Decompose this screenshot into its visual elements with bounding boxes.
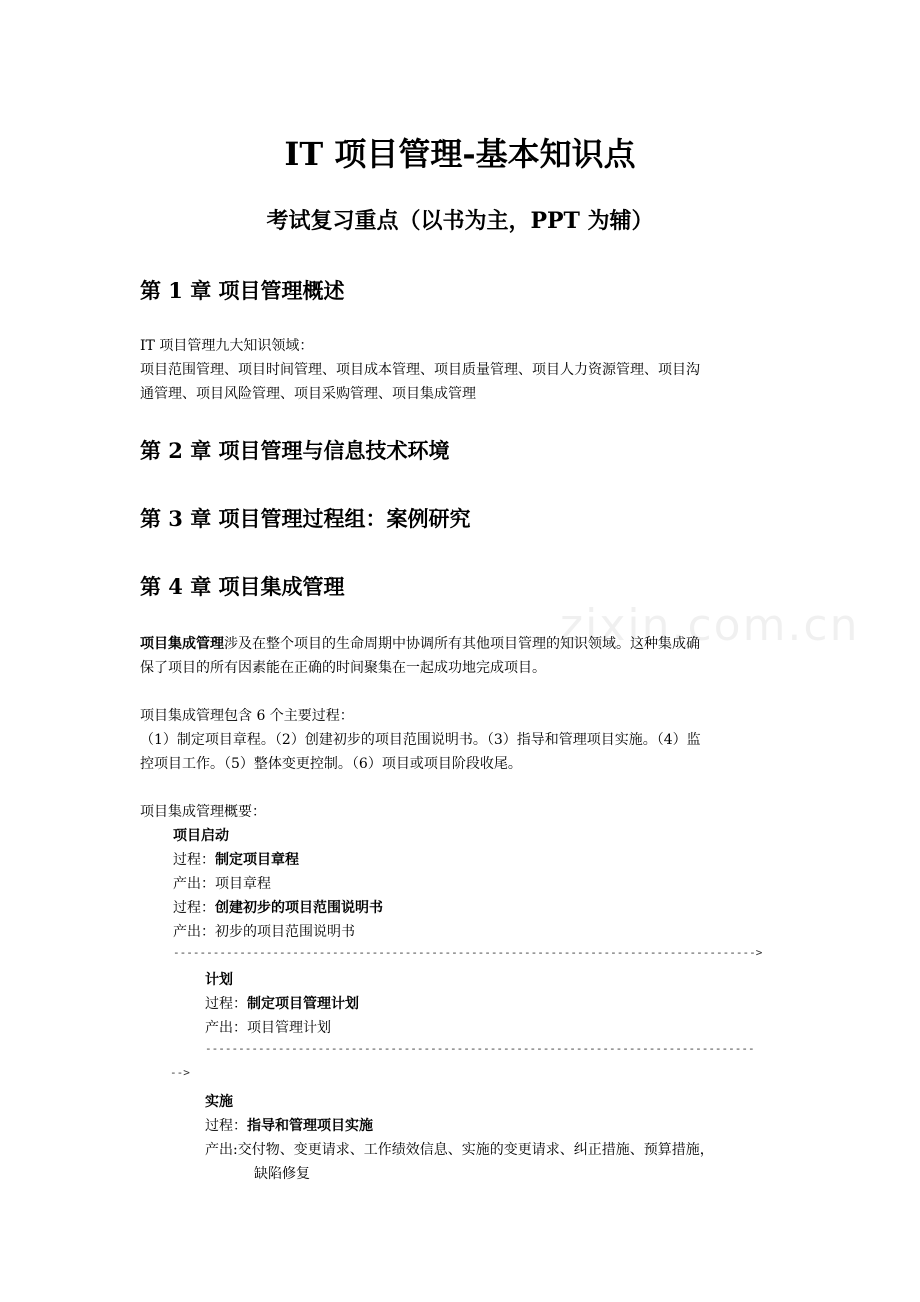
ch1-intro: IT 项目管理九大知识领域： <box>140 338 314 354</box>
initiation-output-2 <box>173 920 355 944</box>
chapter-2-heading: 第 2 章 项目管理与信息技术环境 <box>140 438 450 463</box>
process-label: 过程： <box>173 852 215 868</box>
process-label: 过程： <box>173 900 215 916</box>
chapter-4-heading: 第 4 章 项目集成管理 <box>140 574 345 599</box>
document-title: IT 项目管理-基本知识点 <box>284 135 636 173</box>
phase-initiation-title: 项目启动 <box>173 828 229 844</box>
planning-process <box>205 992 359 1016</box>
ch4-definition-line1 <box>140 632 700 656</box>
phase-arrow-1: ----------------------------------------------------------------------------------------> <box>173 946 763 959</box>
document-subtitle: 考试复习重点（以书为主，PPT 为辅） <box>266 208 654 234</box>
execution-process <box>205 1114 373 1138</box>
ch4-definition-term: 项目集成管理 <box>140 636 224 652</box>
chapter-3-heading: 第 3 章 项目管理过程组：案例研究 <box>140 506 471 531</box>
process-value: 指导和管理项目实施 <box>247 1118 373 1134</box>
process-label: 过程： <box>205 996 247 1012</box>
phase-arrow-2-line: ----------------------------------------------------------------------------------- <box>205 1042 755 1055</box>
phase-planning-title: 计划 <box>205 972 233 988</box>
ch4-process-intro: 项目集成管理包含 6 个主要过程： <box>140 708 354 724</box>
process-value: 创建初步的项目范围说明书 <box>215 900 383 916</box>
ch4-summary-intro: 项目集成管理概要： <box>140 804 266 820</box>
output-label: 产出: <box>205 1142 238 1158</box>
ch4-definition-line2: 保了项目的所有因素能在正确的时间聚集在一起成功地完成项目。 <box>140 660 546 676</box>
initiation-process-2 <box>173 896 383 920</box>
planning-output <box>205 1016 331 1040</box>
output-value: 项目管理计划 <box>247 1020 331 1036</box>
ch4-process-line2: 控项目工作。（5）整体变更控制。（6）项目或项目阶段收尾。 <box>140 756 522 772</box>
ch1-areas-line2: 通管理、项目风险管理、项目采购管理、项目集成管理 <box>140 386 476 402</box>
watermark: zixin.com.cn <box>560 600 860 651</box>
ch1-areas-line1: 项目范围管理、项目时间管理、项目成本管理、项目质量管理、项目人力资源管理、项目沟 <box>140 362 700 378</box>
process-value: 制定项目管理计划 <box>247 996 359 1012</box>
output-label: 产出： <box>173 924 215 940</box>
execution-output-line1 <box>205 1138 714 1162</box>
initiation-output-1 <box>173 872 271 896</box>
chapter-1-heading: 第 1 章 项目管理概述 <box>140 278 345 303</box>
output-label: 产出： <box>205 1020 247 1036</box>
process-label: 过程： <box>205 1118 247 1134</box>
output-value: 交付物、变更请求、工作绩效信息、实施的变更请求、纠正措施、预算措施， <box>237 1142 714 1158</box>
execution-output-line2: 缺陷修复 <box>254 1166 310 1182</box>
initiation-process-1 <box>173 848 299 872</box>
output-value: 项目章程 <box>215 876 271 892</box>
ch4-definition-text: 涉及在整个项目的生命周期中协调所有其他项目管理的知识领域。这种集成确 <box>224 636 700 652</box>
phase-execution-title: 实施 <box>205 1094 233 1110</box>
output-label: 产出： <box>173 876 215 892</box>
process-value: 制定项目章程 <box>215 852 299 868</box>
ch4-process-line1: （1）制定项目章程。（2）创建初步的项目范围说明书。（3）指导和管理项目实施。（4）监 <box>140 732 701 748</box>
phase-arrow-2-head: --> <box>170 1066 190 1079</box>
output-value: 初步的项目范围说明书 <box>215 924 355 940</box>
